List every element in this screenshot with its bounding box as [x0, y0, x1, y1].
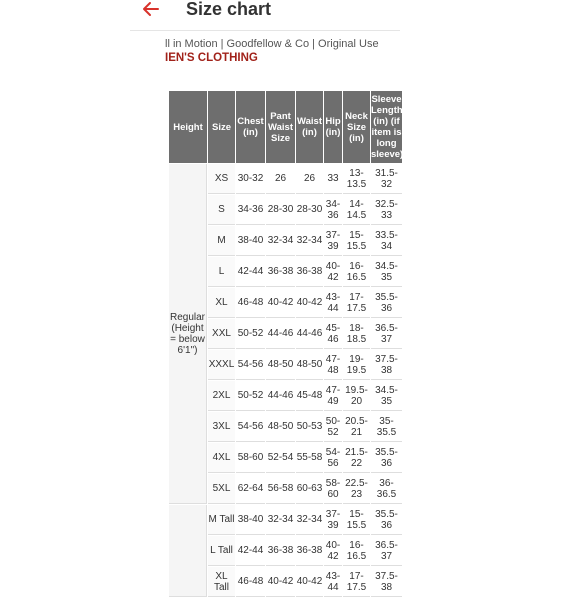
table-cell: 55-58	[296, 443, 323, 473]
size-chart-table-container[interactable]	[168, 90, 404, 593]
table-row	[169, 505, 402, 535]
table-cell: 44-46	[296, 319, 323, 349]
size-cell: S	[208, 195, 235, 225]
table-cell: 35.5-36	[371, 288, 402, 318]
table-cell: 14-14.5	[343, 195, 370, 225]
column-header: Neck Size (in)	[343, 91, 370, 163]
table-cell: 46-48	[236, 567, 265, 597]
table-cell: 50-52	[236, 319, 265, 349]
size-cell: 4XL	[208, 443, 235, 473]
size-cell: 2XL	[208, 381, 235, 411]
table-cell: 34.5-35	[371, 381, 402, 411]
table-body	[169, 164, 402, 597]
table-cell: 50-53	[296, 412, 323, 442]
table-cell: 34-36	[324, 195, 342, 225]
table-cell: 32-34	[296, 505, 323, 535]
table-cell: 34-36	[236, 195, 265, 225]
table-cell: 36.5-37	[371, 319, 402, 349]
table-cell: 32-34	[266, 226, 295, 256]
size-cell: M	[208, 226, 235, 256]
table-cell: 36-38	[266, 536, 295, 566]
table-cell: 40-42	[296, 288, 323, 318]
table-cell: 40-42	[324, 536, 342, 566]
table-cell: 62-64	[236, 474, 265, 504]
column-header: Size	[208, 91, 235, 163]
table-cell: 21.5-22	[343, 443, 370, 473]
table-cell: 28-30	[266, 195, 295, 225]
table-cell: 31.5-32	[371, 164, 402, 194]
table-cell: 52-54	[266, 443, 295, 473]
table-cell: 34.5-35	[371, 257, 402, 287]
table-cell: 36-38	[296, 257, 323, 287]
table-cell: 38-40	[236, 226, 265, 256]
table-cell: 32-34	[296, 226, 323, 256]
table-cell: 42-44	[236, 257, 265, 287]
table-cell: 56-58	[266, 474, 295, 504]
table-cell: 18-18.5	[343, 319, 370, 349]
table-cell: 32.5-33	[371, 195, 402, 225]
table-cell: 45-46	[324, 319, 342, 349]
table-row	[169, 164, 402, 194]
size-cell: XS	[208, 164, 235, 194]
table-cell: 35.5-36	[371, 505, 402, 535]
table-cell: 13-13.5	[343, 164, 370, 194]
table-cell: 40-42	[266, 288, 295, 318]
table-cell: 44-46	[266, 381, 295, 411]
table-cell: 37.5-38	[371, 350, 402, 380]
table-cell: 36-38	[266, 257, 295, 287]
size-cell: 5XL	[208, 474, 235, 504]
table-cell: 33.5-34	[371, 226, 402, 256]
table-cell: 26	[296, 164, 323, 194]
size-cell: XXL	[208, 319, 235, 349]
table-cell: 28-30	[296, 195, 323, 225]
size-cell: 3XL	[208, 412, 235, 442]
table-cell: 48-50	[266, 412, 295, 442]
column-header: Sleeve Length (in) (if item is long sleeve)	[371, 91, 402, 163]
size-chart-table	[168, 90, 403, 598]
table-cell: 17-17.5	[343, 288, 370, 318]
table-cell: 40-42	[266, 567, 295, 597]
table-cell: 50-52	[324, 412, 342, 442]
table-cell: 43-44	[324, 567, 342, 597]
table-cell: 37.5-38	[371, 567, 402, 597]
top-bar	[130, 0, 400, 31]
table-cell: 36-36.5	[371, 474, 402, 504]
table-cell: 37-39	[324, 226, 342, 256]
brand-label: IEN'S CLOTHING	[165, 52, 258, 64]
table-cell: 35.5-36	[371, 443, 402, 473]
column-header: Hip (in)	[324, 91, 342, 163]
table-cell: 19-19.5	[343, 350, 370, 380]
table-cell: 54-56	[236, 412, 265, 442]
table-cell: 44-46	[266, 319, 295, 349]
table-cell: 50-52	[236, 381, 265, 411]
table-cell: 33	[324, 164, 342, 194]
table-cell: 43-44	[324, 288, 342, 318]
height-group-cell	[169, 505, 207, 597]
page-title: Size chart	[186, 0, 272, 19]
size-cell: L	[208, 257, 235, 287]
table-cell: 26	[266, 164, 295, 194]
table-cell: 17-17.5	[343, 567, 370, 597]
header-row	[169, 91, 402, 163]
table-cell: 20.5-21	[343, 412, 370, 442]
column-header: Waist (in)	[296, 91, 323, 163]
table-cell: 36.5-37	[371, 536, 402, 566]
table-cell: 48-50	[266, 350, 295, 380]
column-header: Pant Waist Size	[266, 91, 295, 163]
table-cell: 40-42	[296, 567, 323, 597]
size-cell: XL Tall	[208, 567, 235, 597]
back-button[interactable]	[142, 0, 164, 22]
height-group-cell: Regular (Height = below 6'1")	[169, 164, 207, 504]
table-cell: 37-39	[324, 505, 342, 535]
table-cell: 36-38	[296, 536, 323, 566]
table-cell: 58-60	[324, 474, 342, 504]
arrow-left-icon	[142, 0, 160, 18]
table-cell: 40-42	[324, 257, 342, 287]
table-cell: 32-34	[266, 505, 295, 535]
table-header	[169, 91, 402, 163]
table-cell: 38-40	[236, 505, 265, 535]
table-cell: 47-48	[324, 350, 342, 380]
table-cell: 45-48	[296, 381, 323, 411]
column-header: Chest (in)	[236, 91, 265, 163]
table-cell: 22.5-23	[343, 474, 370, 504]
breadcrumb: ll in Motion | Goodfellow & Co | Original Use	[165, 38, 379, 50]
table-cell: 35-35.5	[371, 412, 402, 442]
table-cell: 19.5-20	[343, 381, 370, 411]
table-cell: 42-44	[236, 536, 265, 566]
column-header: Height	[169, 91, 207, 163]
table-cell: 60-63	[296, 474, 323, 504]
table-cell: 30-32	[236, 164, 265, 194]
table-cell: 54-56	[324, 443, 342, 473]
table-cell: 47-49	[324, 381, 342, 411]
table-cell: 15-15.5	[343, 505, 370, 535]
size-cell: M Tall	[208, 505, 235, 535]
table-cell: 16-16.5	[343, 536, 370, 566]
size-cell: XL	[208, 288, 235, 318]
table-cell: 46-48	[236, 288, 265, 318]
table-cell: 48-50	[296, 350, 323, 380]
table-cell: 15-15.5	[343, 226, 370, 256]
table-cell: 16-16.5	[343, 257, 370, 287]
size-cell: L Tall	[208, 536, 235, 566]
table-cell: 58-60	[236, 443, 265, 473]
table-cell: 54-56	[236, 350, 265, 380]
size-cell: XXXL	[208, 350, 235, 380]
